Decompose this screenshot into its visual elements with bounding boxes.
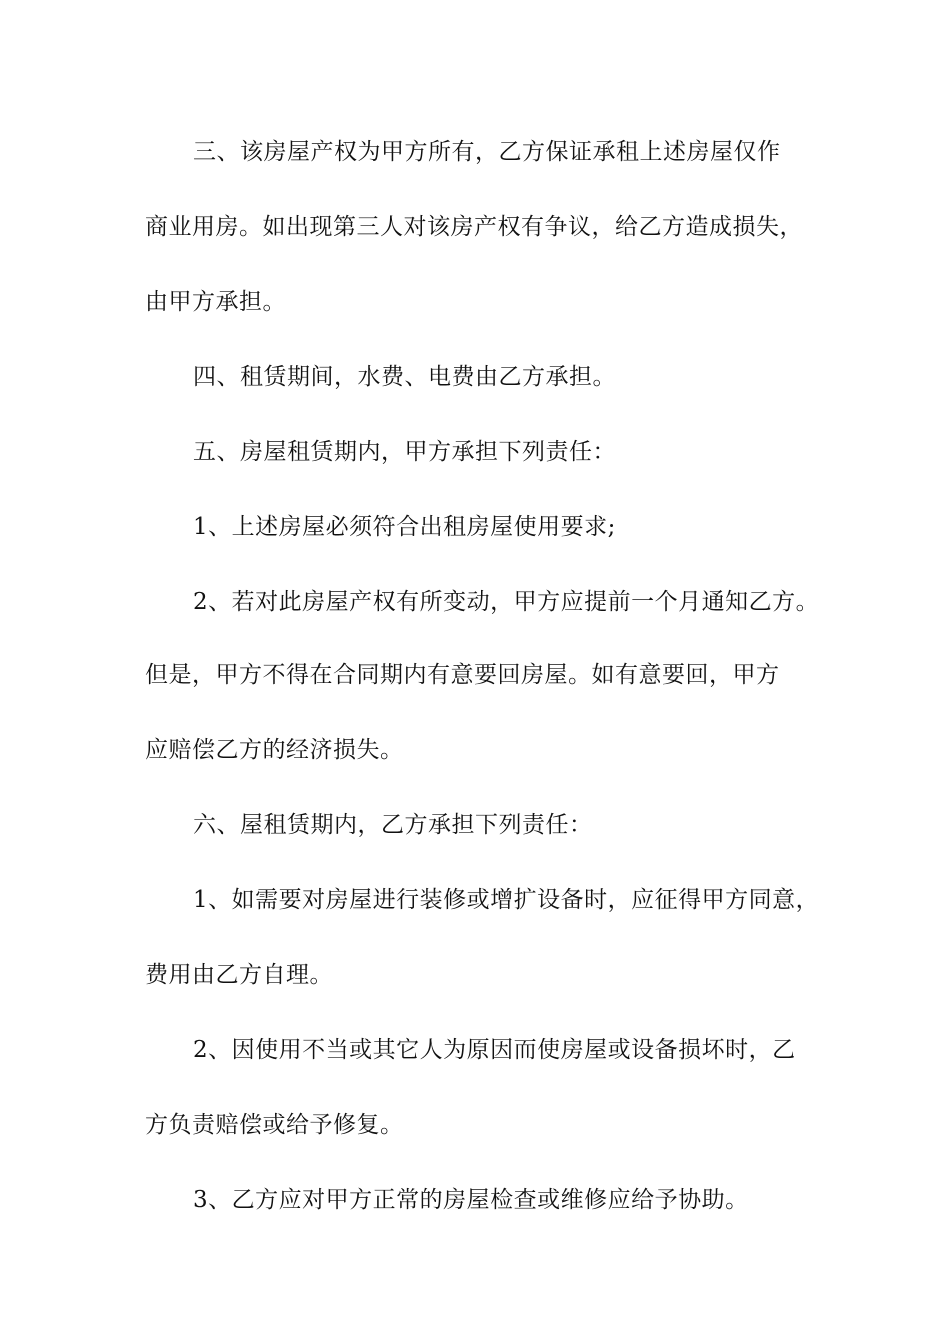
clause-3-line-1: 三、该房屋产权为甲方所有，乙方保证承租上述房屋仅作 (193, 139, 781, 165)
clause-6-heading: 六、屋租赁期内，乙方承担下列责任： (193, 812, 593, 838)
clause-6-item-3: 3、乙方应对甲方正常的房屋检查或维修应给予协助。 (193, 1187, 749, 1213)
clause-3-line-2: 商业用房。如出现第三人对该房产权有争议，给乙方造成损失， (145, 214, 803, 240)
clause-5-item-1: 1、上述房屋必须符合出租房屋使用要求; (193, 514, 616, 540)
clause-5-heading: 五、房屋租赁期内，甲方承担下列责任： (193, 439, 616, 465)
clause-5-item-2-line-1: 2、若对此房屋产权有所变动，甲方应提前一个月通知乙方。 (193, 589, 820, 615)
clause-6-item-1-line-2: 费用由乙方自理。 (145, 962, 333, 988)
clause-3-line-3: 由甲方承担。 (145, 289, 286, 315)
clause-5-item-2-line-2: 但是，甲方不得在合同期内有意要回房屋。如有意要回，甲方 (145, 662, 780, 688)
clause-6-item-2-line-2: 方负责赔偿或给予修复。 (145, 1112, 404, 1138)
clause-5-item-2-line-3: 应赔偿乙方的经济损失。 (145, 737, 404, 763)
clause-6-item-1-line-1: 1、如需要对房屋进行装修或增扩设备时，应征得甲方同意， (193, 887, 820, 913)
clause-4: 四、租赁期间，水费、电费由乙方承担。 (193, 364, 616, 390)
clause-6-item-2-line-1: 2、因使用不当或其它人为原因而使房屋或设备损坏时，乙 (193, 1037, 796, 1063)
